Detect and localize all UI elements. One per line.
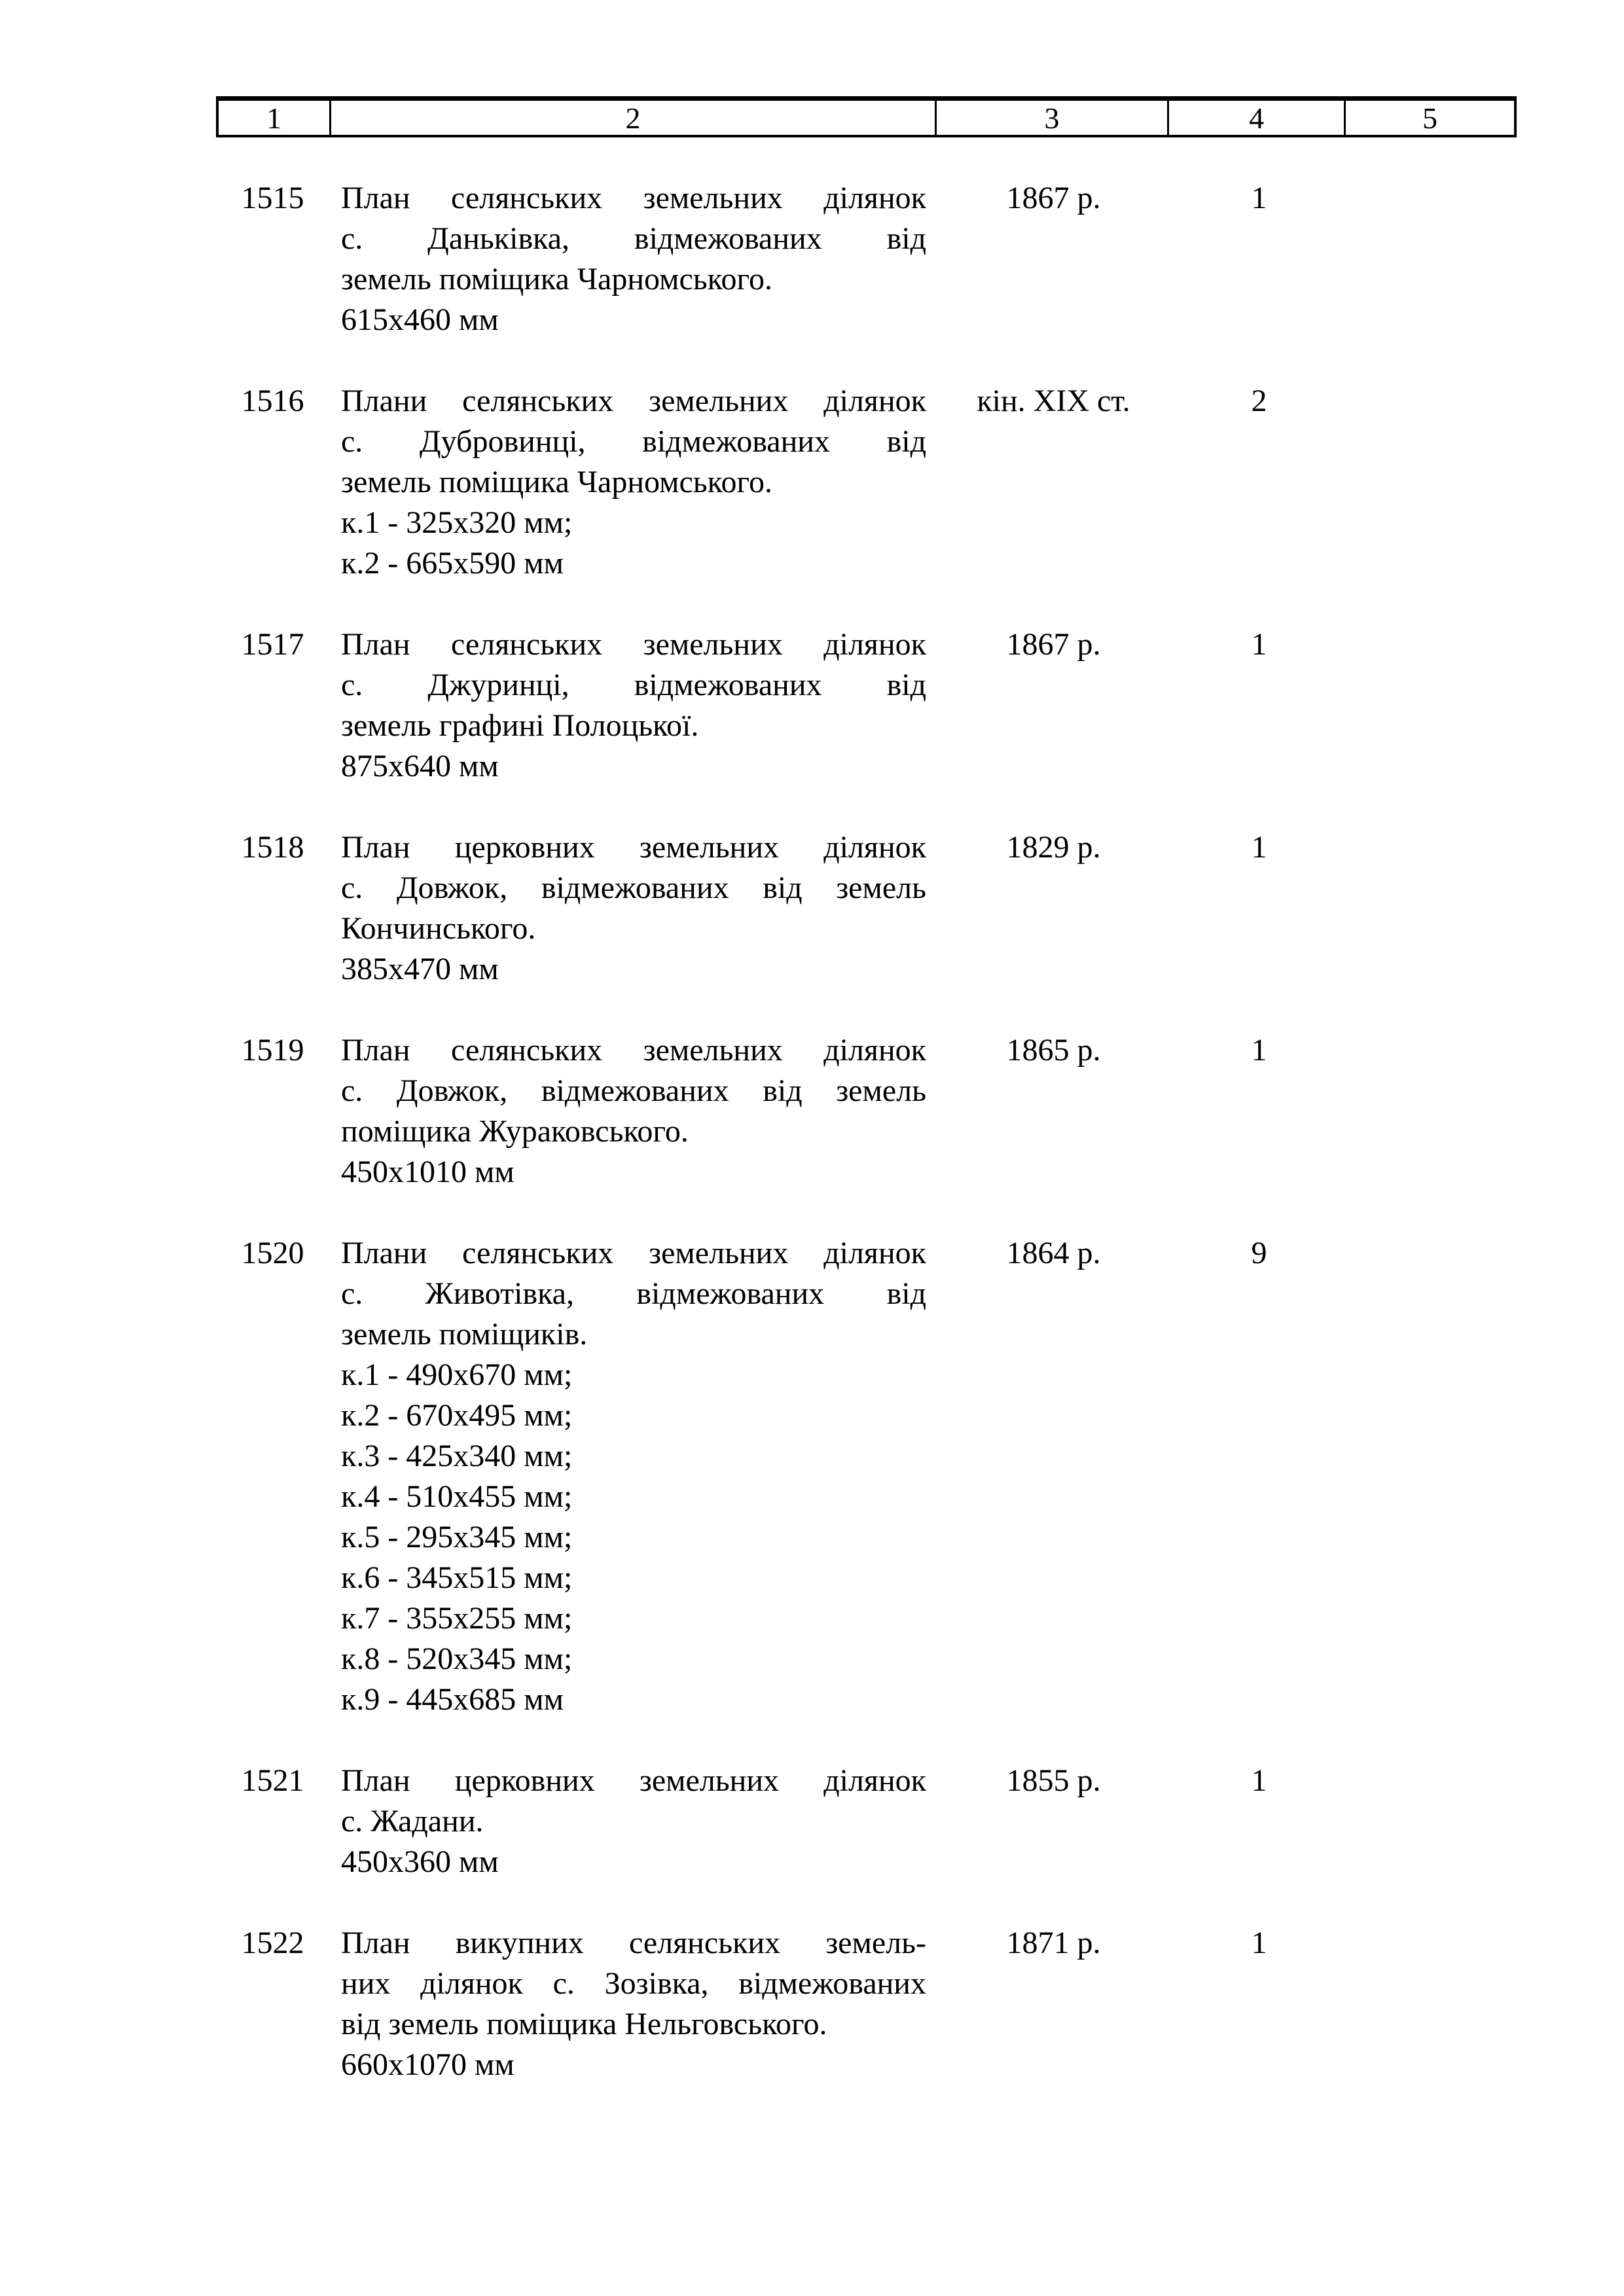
entry-count: 1 (1251, 1926, 1267, 1960)
description-line: План церковних земельних ділянок (341, 830, 926, 865)
entry-number: 1521 (241, 1763, 304, 1798)
entry-date: 1867 р. (1006, 627, 1101, 662)
entry-date: 1864 р. (1006, 1236, 1101, 1270)
size-line: к.8 - 520х345 мм; (341, 1641, 573, 1676)
description-line: Плани селянських земельних ділянок (341, 384, 926, 418)
entry-number: 1522 (241, 1926, 304, 1960)
entry-count: 1 (1251, 830, 1267, 865)
description-line: План селянських земельних ділянок (341, 627, 926, 662)
entry-description (329, 1030, 937, 1193)
entry-count: 1 (1251, 1033, 1267, 1067)
entry-count: 1 (1251, 1763, 1267, 1798)
size-line: 385х470 мм (341, 952, 499, 986)
size-line: 450х360 мм (341, 1844, 499, 1879)
description-line: с. Жадани. (341, 1804, 484, 1839)
table-row (216, 1761, 1517, 1882)
description-line: План селянських земельних ділянок (341, 181, 926, 215)
header-col-3: 3 (937, 101, 1170, 135)
description-line: від земель поміщика Нельговського. (341, 2007, 827, 2041)
table-row (216, 827, 1517, 990)
header-col-2: 2 (331, 101, 936, 135)
table-row (216, 1923, 1517, 2085)
table-row (216, 1233, 1517, 1720)
entry-number: 1519 (241, 1033, 304, 1067)
entry-count: 2 (1251, 384, 1267, 418)
size-line: к.2 - 670х495 мм; (341, 1398, 573, 1433)
entry-description (329, 381, 937, 584)
entry-number: 1516 (241, 384, 304, 418)
table-row (216, 1030, 1517, 1193)
description-line: План селянських земельних ділянок (341, 1033, 926, 1067)
entry-date: 1865 р. (1006, 1033, 1101, 1067)
entry-date: кін. ХІХ ст. (977, 384, 1130, 418)
description-line: с. Дубровинці, відмежованих від (341, 424, 926, 459)
entry-count: 1 (1251, 181, 1267, 215)
description-line: поміщика Жураковського. (341, 1114, 689, 1149)
size-line: к.3 - 425х340 мм; (341, 1439, 573, 1473)
entry-date: 1871 р. (1006, 1926, 1101, 1960)
size-line: к.4 - 510х455 мм; (341, 1479, 573, 1514)
entry-description (329, 178, 937, 340)
entry-description (329, 827, 937, 990)
table-header-row (216, 96, 1517, 137)
entry-date: 1867 р. (1006, 181, 1101, 215)
header-col-1: 1 (219, 101, 331, 135)
description-line: План викупних селянських земель- (341, 1926, 926, 1960)
description-line: с. Животівка, відмежованих від (341, 1276, 926, 1311)
size-line: 615х460 мм (341, 302, 499, 337)
entry-description (329, 1923, 937, 2085)
entry-description (329, 1233, 937, 1720)
table-body (216, 178, 1517, 2126)
size-line: к.6 - 345х515 мм; (341, 1560, 573, 1595)
description-line: земель поміщиків. (341, 1317, 588, 1352)
description-line: с. Довжок, відмежованих від земель (341, 1073, 926, 1108)
size-line: 450х1010 мм (341, 1155, 514, 1189)
description-line: земель графині Полоцької. (341, 708, 699, 743)
description-line: земель поміщика Чарномського. (341, 465, 773, 499)
description-line: с. Довжок, відмежованих від земель (341, 870, 926, 905)
entry-date: 1829 р. (1006, 830, 1101, 865)
table-row (216, 178, 1517, 340)
size-line: 875х640 мм (341, 749, 499, 783)
description-line: них ділянок с. Зозівка, відмежованих (341, 1966, 926, 2001)
size-line: к.9 - 445х685 мм (341, 1682, 564, 1717)
description-line: План церковних земельних ділянок (341, 1763, 926, 1798)
description-line: земель поміщика Чарномського. (341, 262, 773, 296)
description-line: с. Даньківка, відмежованих від (341, 221, 926, 256)
entry-number: 1518 (241, 830, 304, 865)
entry-description (329, 624, 937, 787)
header-col-5: 5 (1422, 101, 1438, 135)
header-col-4: 4 (1169, 101, 1346, 135)
size-line: к.5 - 295х345 мм; (341, 1520, 573, 1554)
table-row (216, 624, 1517, 787)
entry-number: 1520 (241, 1236, 304, 1270)
description-line: Кончинського. (341, 911, 536, 946)
size-line: к.1 - 325х320 мм; (341, 505, 573, 540)
entry-number: 1515 (241, 181, 304, 215)
entry-count: 1 (1251, 627, 1267, 662)
size-line: к.1 - 490х670 мм; (341, 1357, 573, 1392)
size-line: к.7 - 355х255 мм; (341, 1601, 573, 1636)
size-line: к.2 - 665х590 мм (341, 546, 564, 581)
entry-number: 1517 (241, 627, 304, 662)
table-row (216, 381, 1517, 584)
description-line: Плани селянських земельних ділянок (341, 1236, 926, 1270)
entry-date: 1855 р. (1006, 1763, 1101, 1798)
entry-description (329, 1761, 937, 1882)
entry-count: 9 (1251, 1236, 1267, 1270)
description-line: с. Джуринці, відмежованих від (341, 668, 926, 702)
size-line: 660х1070 мм (341, 2047, 514, 2082)
